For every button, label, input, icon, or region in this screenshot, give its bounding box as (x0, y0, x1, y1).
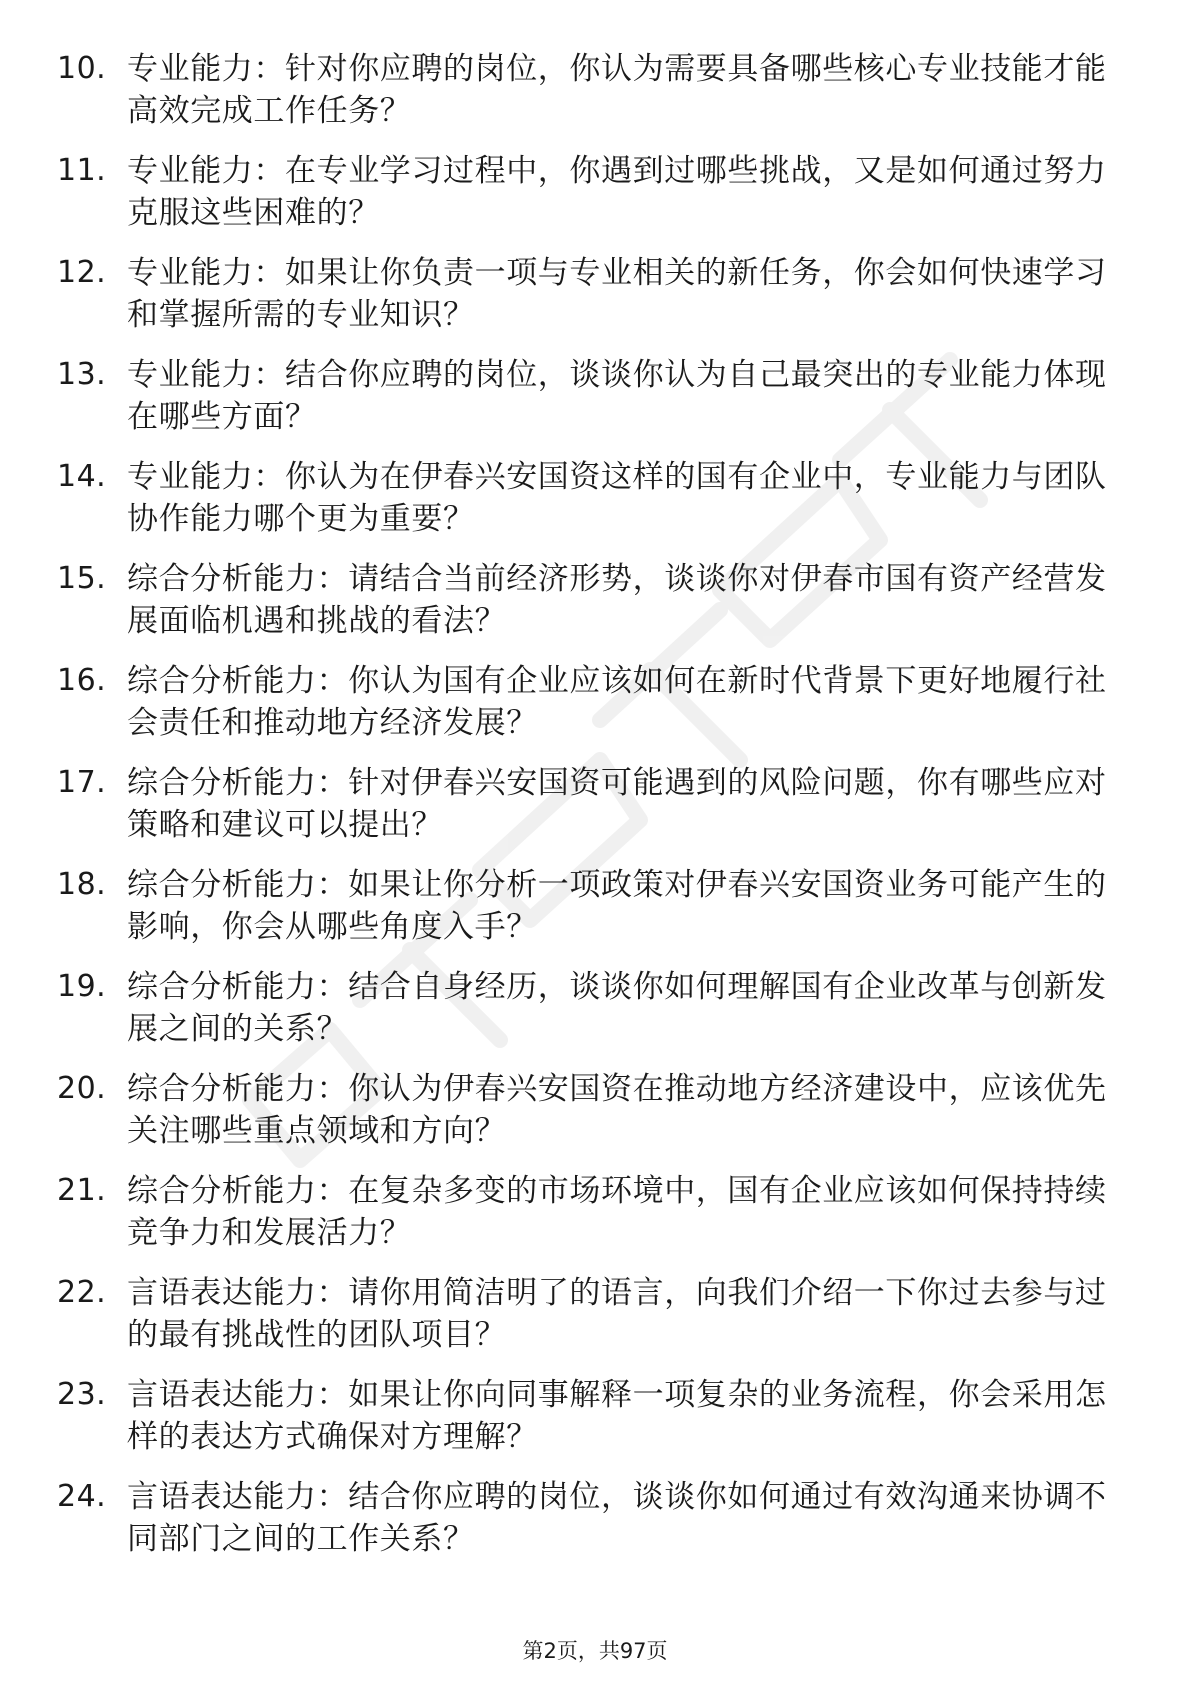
question-list (0, 48, 1190, 1578)
question-number: 20. (57, 1071, 107, 1106)
list-item (0, 1068, 1190, 1170)
question-text: 综合分析能力：在复杂多变的市场环境中，国有企业应该如何保持持续竞争力和发展活力？ (127, 1173, 1107, 1251)
question-number: 15. (57, 561, 107, 596)
question-number: 16. (57, 663, 107, 698)
question-text: 综合分析能力：你认为伊春兴安国资在推动地方经济建设中，应该优先关注哪些重点领域和方向？ (127, 1071, 1107, 1149)
page-number: 第2页，共97页 (522, 1639, 668, 1663)
question-number: 21. (57, 1173, 107, 1208)
question-number: 17. (57, 765, 107, 800)
question-number: 10. (57, 51, 107, 86)
question-text: 综合分析能力：你认为国有企业应该如何在新时代背景下更好地履行社会责任和推动地方经济发展？ (127, 663, 1107, 741)
question-number: 23. (57, 1377, 107, 1412)
list-item (0, 1272, 1190, 1374)
question-number: 11. (57, 153, 107, 188)
question-text: 言语表达能力：如果让你向同事解释一项复杂的业务流程，你会采用怎样的表达方式确保对方理解？ (127, 1377, 1107, 1455)
list-item (0, 150, 1190, 252)
question-number: 18. (57, 867, 107, 902)
question-text: 言语表达能力：结合你应聘的岗位，谈谈你如何通过有效沟通来协调不同部门之间的工作关系？ (127, 1479, 1107, 1557)
question-text: 专业能力：结合你应聘的岗位，谈谈你认为自己最突出的专业能力体现在哪些方面？ (127, 357, 1107, 435)
list-item (0, 1374, 1190, 1476)
question-text: 综合分析能力：针对伊春兴安国资可能遇到的风险问题，你有哪些应对策略和建议可以提出？ (127, 765, 1107, 843)
question-text: 综合分析能力：结合自身经历，谈谈你如何理解国有企业改革与创新发展之间的关系？ (127, 969, 1107, 1047)
question-text: 言语表达能力：请你用简洁明了的语言，向我们介绍一下你过去参与过的最有挑战性的团队项目？ (127, 1275, 1107, 1353)
list-item (0, 966, 1190, 1068)
list-item (0, 660, 1190, 762)
question-text: 专业能力：针对你应聘的岗位，你认为需要具备哪些核心专业技能才能高效完成工作任务？ (127, 51, 1107, 129)
list-item (0, 1476, 1190, 1578)
list-item (0, 762, 1190, 864)
question-text: 专业能力：如果让你负责一项与专业相关的新任务，你会如何快速学习和掌握所需的专业知识？ (127, 255, 1107, 333)
question-number: 24. (57, 1479, 107, 1514)
question-number: 19. (57, 969, 107, 1004)
question-text: 专业能力：在专业学习过程中，你遇到过哪些挑战，又是如何通过努力克服这些困难的？ (127, 153, 1107, 231)
question-text: 综合分析能力：请结合当前经济形势，谈谈你对伊春市国有资产经营发展面临机遇和挑战的看法？ (127, 561, 1107, 639)
question-number: 12. (57, 255, 107, 290)
question-text: 专业能力：你认为在伊春兴安国资这样的国有企业中，专业能力与团队协作能力哪个更为重要？ (127, 459, 1107, 537)
question-number: 22. (57, 1275, 107, 1310)
question-number: 14. (57, 459, 107, 494)
question-text: 综合分析能力：如果让你分析一项政策对伊春兴安国资业务可能产生的影响，你会从哪些角度入手？ (127, 867, 1107, 945)
list-item (0, 48, 1190, 150)
list-item (0, 456, 1190, 558)
question-number: 13. (57, 357, 107, 392)
list-item (0, 558, 1190, 660)
list-item (0, 864, 1190, 966)
list-item (0, 252, 1190, 354)
list-item (0, 354, 1190, 456)
list-item (0, 1170, 1190, 1272)
